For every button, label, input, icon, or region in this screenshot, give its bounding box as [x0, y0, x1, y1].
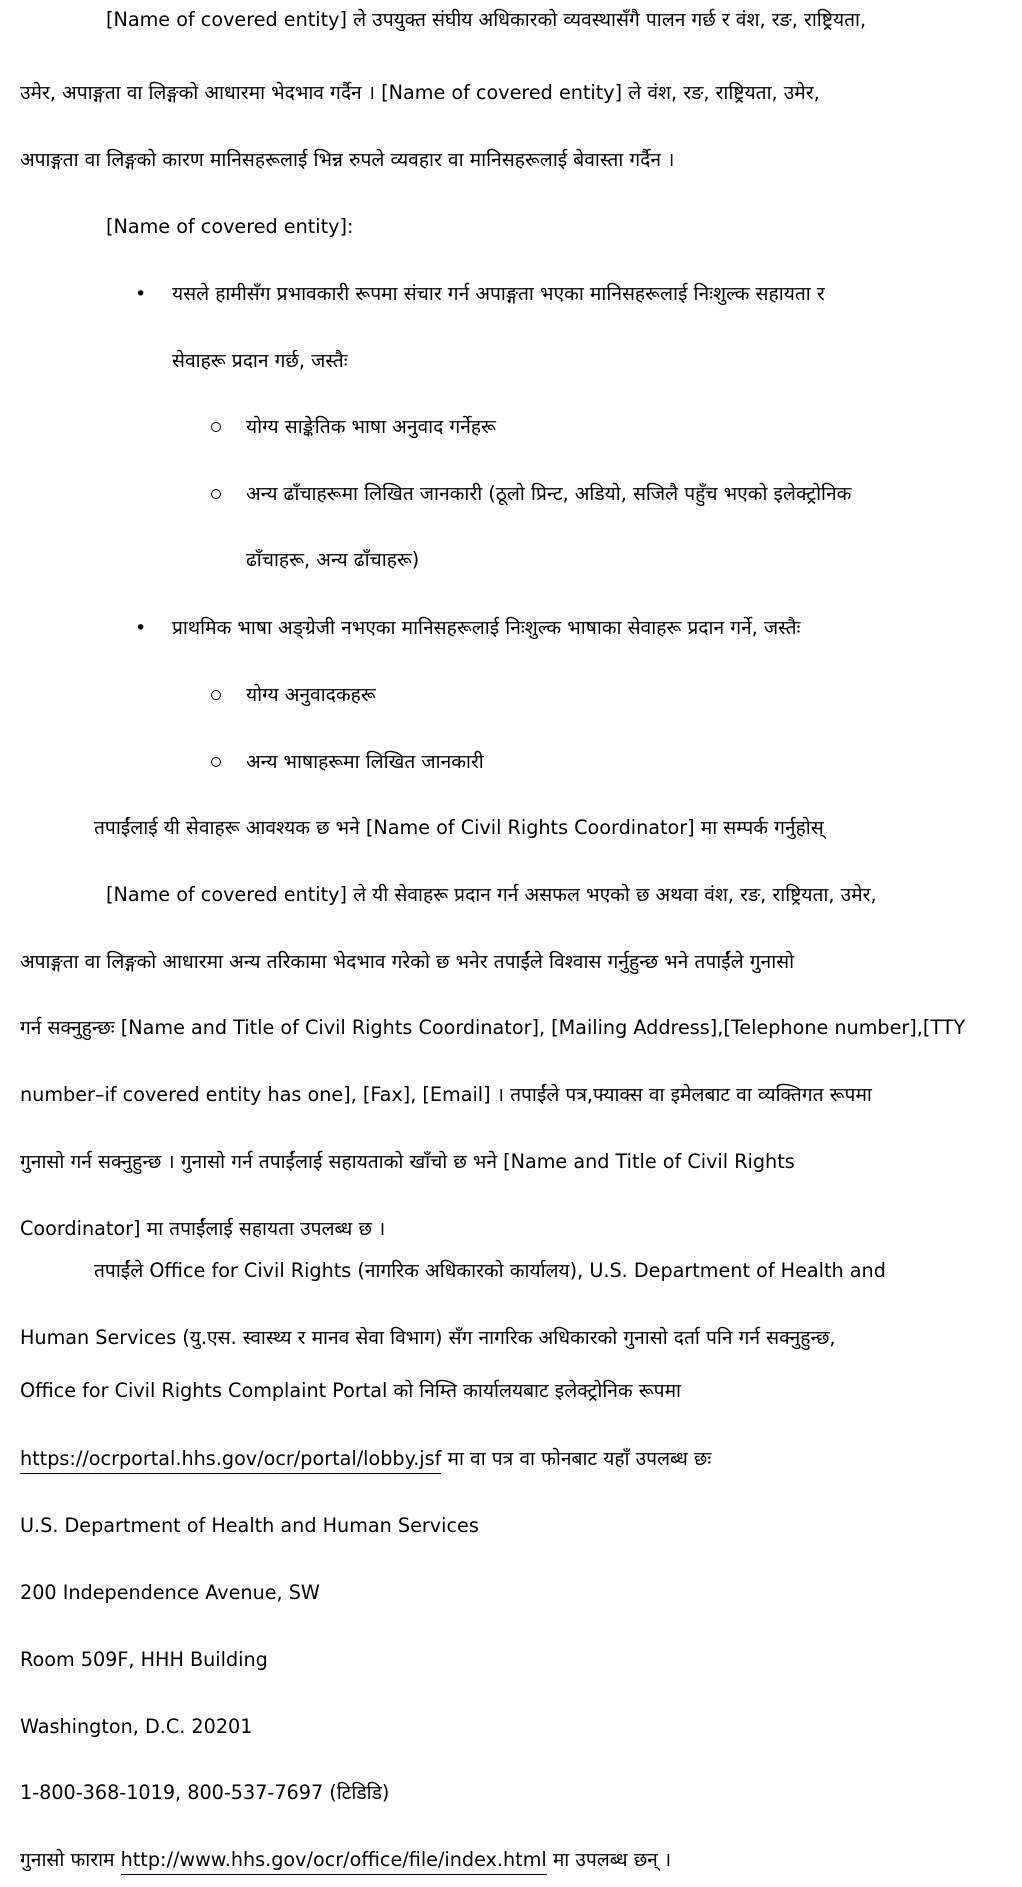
complaint-forms-link[interactable]: http://www.hhs.gov/ocr/office/file/index.html [121, 1848, 547, 1875]
ocr-portal-link[interactable]: https://ocrportal.hhs.gov/ocr/portal/lobby.jsf [20, 1447, 441, 1474]
address-street: 200 Independence Avenue, SW [20, 1581, 320, 1604]
p3-line-1: तपाईंले Office for Civil Rights (नागरिक अधिकारको कार्यालय), U.S. Department of Health and [94, 1259, 886, 1282]
address-room: Room 509F, HHH Building [20, 1648, 268, 1671]
sub-item-other-languages: अन्य भाषाहरूमा लिखित जानकारी [246, 750, 484, 773]
forms-line-suffix: मा उपलब्ध छन् । [546, 1848, 672, 1871]
contact-coordinator-line: तपाईंलाई यी सेवाहरू आवश्यक छ भने [Name of Civil Rights Coordinator] मा सम्पर्क गर्नुहोस् [94, 816, 824, 839]
p2-line-5: गुनासो गर्न सक्नुहुन्छ । गुनासो गर्न तपाईंलाई सहायताको खाँचो छ भने [Name and Title of Civil Rights [20, 1150, 795, 1173]
sub-bullet-marker [211, 757, 221, 767]
bullet-1-marker: • [135, 283, 147, 305]
sub-bullet-marker [211, 422, 221, 432]
address-phone: 1-800-368-1019, 800-537-7697 (टिडिडि) [20, 1781, 390, 1804]
forms-line-prefix: गुनासो फाराम [20, 1848, 121, 1871]
p2-line-1: [Name of covered entity] ले यी सेवाहरू प्रदान गर्न असफल भएको छ अथवा वंश, रङ, राष्ट्रियता, उमेर, [106, 883, 877, 906]
sub-item-sign-language: योग्य साङ्केतिक भाषा अनुवाद गर्नेहरू [246, 415, 496, 438]
p3-line-2: Human Services (यु.एस. स्वास्थ्य र मानव सेवा विभाग) सँग नागरिक अधिकारको गुनासो दर्ता पनि गर्न सक्नुहुन्छ, [20, 1326, 836, 1349]
portal-line [20, 1445, 711, 1473]
entity-heading: [Name of covered entity]: [106, 215, 354, 238]
address-city: Washington, D.C. 20201 [20, 1715, 253, 1738]
sub-item-interpreters: योग्य अनुवादकहरू [246, 683, 376, 706]
forms-line [20, 1846, 671, 1874]
sub-item-other-formats-line-2: ढाँचाहरू, अन्य ढाँचाहरू) [246, 548, 420, 571]
p2-line-2: अपाङ्गता वा लिङ्गको आधारमा अन्य तरिकामा भेदभाव गरेको छ भनेर तपाईंले विश्वास गर्नुहुन्छ भने तपाईंले गुनासो [20, 950, 795, 973]
p1-line-2: उमेर, अपाङ्गता वा लिङ्गको आधारमा भेदभाव गर्दैन । [Name of covered entity] ले वंश, रङ, राष्ट्रियता, उमेर, [20, 81, 820, 104]
sub-bullet-marker [211, 690, 221, 700]
p1-line-1: [Name of covered entity] ले उपयुक्त संघीय अधिकारको व्यवस्थासँगै पालन गर्छ र वंश, रङ, राष्ट्रियता, [106, 8, 867, 31]
sub-item-other-formats-line-1: अन्य ढाँचाहरूमा लिखित जानकारी (ठूलो प्रिन्ट, अडियो, सजिलै पहुँच भएको इलेक्ट्रोनिक [246, 482, 852, 505]
p3-line-3: Office for Civil Rights Complaint Portal को निम्ति कार्यालयबाट इलेक्ट्रोनिक रूपमा [20, 1379, 682, 1402]
address-department: U.S. Department of Health and Human Services [20, 1514, 479, 1537]
bullet-2-line: प्राथमिक भाषा अङ्ग्रेजी नभएका मानिसहरूलाई निःशुल्क भाषाका सेवाहरू प्रदान गर्ने, जस्तैः [172, 616, 801, 639]
p1-line-3: अपाङ्गता वा लिङ्गको कारण मानिसहरूलाई भिन्न रुपले व्यवहार वा मानिसहरूलाई बेवास्ता गर्दैन । [20, 148, 675, 171]
bullet-1-line-1: यसले हामीसँग प्रभावकारी रूपमा संचार गर्न अपाङ्गता भएका मानिसहरूलाई निःशुल्क सहायता र [172, 282, 825, 305]
p2-line-4: number–if covered entity has one], [Fax], [Email] । तपाईंले पत्र,फ्याक्स वा इमेलबाट वा व्यक्तिगत रूपमा [20, 1083, 872, 1106]
p2-line-6: Coordinator] मा तपाईंलाई सहायता उपलब्ध छ । [20, 1217, 386, 1240]
sub-bullet-marker [211, 489, 221, 499]
portal-line-suffix: मा वा पत्र वा फोनबाट यहाँ उपलब्ध छः [441, 1447, 712, 1470]
bullet-2-marker: • [135, 617, 147, 639]
p2-line-3: गर्न सक्नुहुन्छः [Name and Title of Civil Rights Coordinator], [Mailing Address],[Telephone number],[TTY [20, 1016, 966, 1039]
bullet-1-line-2: सेवाहरू प्रदान गर्छ, जस्तैः [172, 349, 348, 372]
